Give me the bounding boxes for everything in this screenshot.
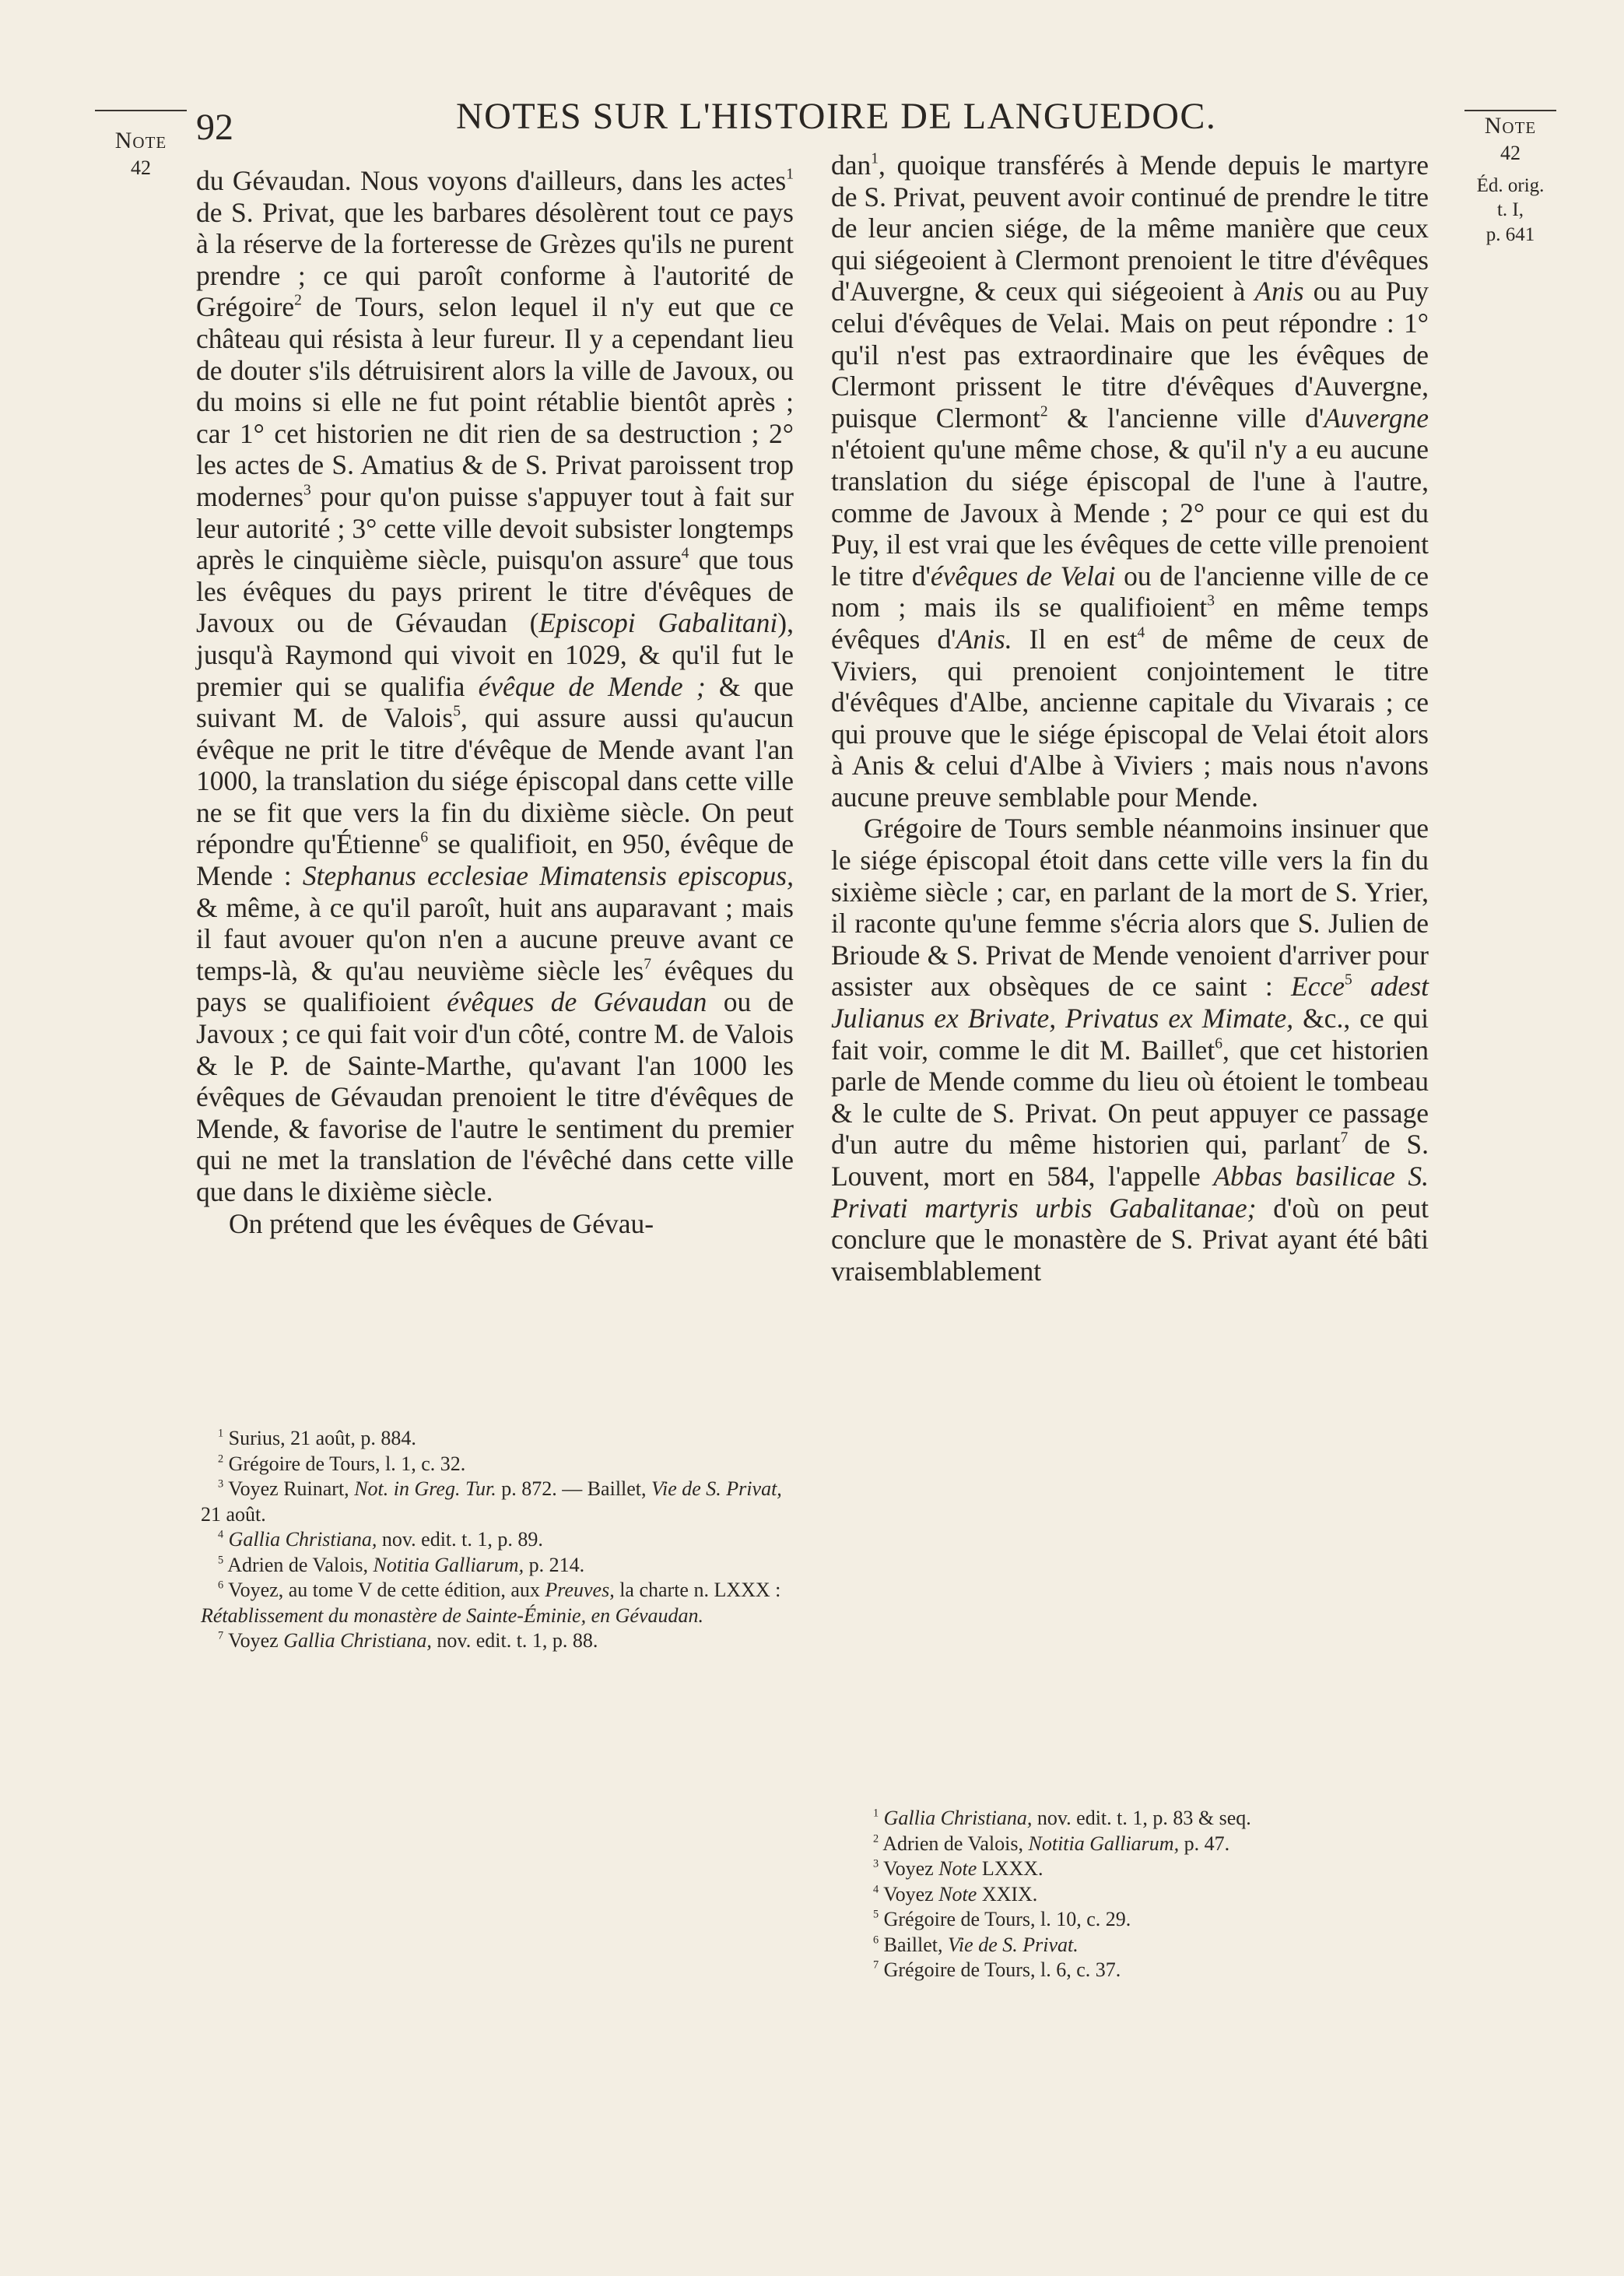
margin-note-label: Note [1484,113,1537,139]
margin-note-number: 42 [1500,141,1521,164]
page-number: 92 [196,107,233,148]
footnote: $^2$ Adrien de Valois, Notitia Galliarum, p. 47. [873,1832,1230,1855]
margin-note-label: Note [114,128,167,153]
paragraph: dan$^1$, quoique transférés à Mende depuis le martyre de S. Privat, peuvent avoir continué de prendre le titre de leur ancien siége, de la même manière que ceux qui siégeoient à Clermont prenoient le titre d'évêques d'Auvergne, & ceux qui siégeoient à Anis ou au Puy celui d'évêques de Velai. Mais on peut répondre : 1° qu'il n'est pas extraordinaire que les évêques de Clermont prissent le titre d'évêques d'Auvergne, puisque Clermont$^2$ & l'ancienne ville d'Auvergne n'étoient qu'une même chose, & qu'il n'y a eu aucune translation du siége épiscopal de l'une à l'autre, comme de Javoux à Mende ; 2° pour ce qui est du Puy, il est vrai que les évêques de cette ville prenoient le titre d'évêques de Velai ou de l'ancienne ville de ce nom ; mais ils se qualifioient$^3$ en même temps évêques d'Anis. Il en est$^4$ de même de ceux de Viviers, qui prenoient conjointement le titre d'évêques d'Albe, ancienne capitale du Vivarais ; ce qui prouve que le siége épiscopal de Velai étoit alors à Anis & celui d'Albe à Viviers ; mais nous n'avons aucune preuve semblable pour Mende. [831,149,1429,813]
footnote: $^3$ Voyez Note LXXX. [873,1857,1043,1880]
original-edition-volume: t. I, [1496,199,1524,221]
original-edition-ref: Éd. orig. [1476,175,1545,196]
left-text-column [196,165,794,1239]
footnote: $^1$ Gallia Christiana, nov. edit. t. 1, p. 83 & seq. [873,1807,1251,1829]
right-margin-note [1464,111,1556,247]
margin-note-number: 42 [131,156,151,179]
footnote: $^6$ Baillet, Vie de S. Privat. [873,1933,1079,1956]
footnote: $^5$ Adrien de Valois, Notitia Galliarum, p. 214. [218,1553,585,1576]
paragraph: du Gévaudan. Nous voyons d'ailleurs, dans les actes$^1$ de S. Privat, que les barbares désolèrent tout ce pays à la réserve de la forteresse de Grèzes qu'ils ne purent prendre ; ce qui paroît conforme à l'autorité de Grégoire$^2$ de Tours, selon lequel il n'y eut que ce château qui résista à leur fureur. Il y a cependant lieu de douter s'ils détruisirent alors la ville de Javoux, ou du moins si elle ne fut point rétablie bientôt après ; car 1° cet historien ne dit rien de sa destruction ; 2° les actes de S. Amatius & de S. Privat paroissent trop modernes$^3$ pour qu'on puisse s'appuyer tout à fait sur leur autorité ; 3° cette ville devoit subsister longtemps après le cinquième siècle, puisqu'on assure$^4$ que tous les évêques du pays prirent le titre d'évêques de Javoux ou de Gévaudan (Episcopi Gabalitani), jusqu'à Raymond qui vivoit en 1029, & qu'il fut le premier qui se qualifia évêque de Mende ; & que suivant M. de Valois$^5$, qui assure aussi qu'aucun évêque ne prit le titre d'évêque de Mende avant l'an 1000, la translation du siége épiscopal dans cette ville ne se fit que vers la fin du dixième siècle. On peut répondre qu'Étienne$^6$ se qualifioit, en 950, évêque de Mende : Stephanus ecclesiae Mimatensis episcopus, & même, à ce qu'il paroît, huit ans auparavant ; mais il faut avouer qu'on n'en a aucune preuve avant ce temps-là, & qu'au neuvième siècle les$^7$ évêques du pays se qualifioient évêques de Gévaudan ou de Javoux ; ce qui fait voir d'un côté, contre M. de Valois & le P. de Sainte-Marthe, qu'avant l'an 1000 les évêques de Gévaudan prenoient le titre d'évêques de Mende, & favorise de l'autre le sentiment du premier qui ne met la translation de l'évêché dans cette ville que dans le dixième siècle. [196,165,794,1207]
footnote: $^5$ Grégoire de Tours, l. 10, c. 29. [873,1908,1131,1930]
original-edition-page: p. 641 [1485,223,1535,245]
footnote: $^6$ Voyez, au tome V de cette édition, aux Preuves, la charte n. LXXX : Rétablissement du monastère de Sainte-Éminie, en Gévaudan. [201,1579,781,1627]
left-footnotes [201,1426,800,1654]
footnote: $^4$ Gallia Christiana, nov. edit. t. 1, p. 89. [218,1528,543,1551]
left-margin-rule [95,110,187,111]
paragraph: Grégoire de Tours semble néanmoins insinuer que le siége épiscopal étoit dans cette ville vers la fin du sixième siècle ; car, en parlant de la mort de S. Yrier, il raconte qu'une femme s'écria alors que S. Julien de Brioude & S. Privat de Mende venoient d'arriver pour assister aux obsèques de ce saint : Ecce$^5$ adest Julianus ex Brivate, Privatus ex Mimate, &c., ce qui fait voir, comme le dit M. Baillet$^6$, que cet historien parle de Mende comme du lieu où étoient le tombeau & le culte de S. Privat. On peut appuyer ce passage d'un autre du même historien qui, parlant$^7$ de S. Louvent, mort en 584, l'appelle Abbas basilicae S. Privati martyris urbis Gabalitanae; d'où on peut conclure que le monastère de S. Privat ayant été bâti vraisemblablement [831,813,1429,1287]
right-text-column [831,149,1429,1287]
footnote: $^7$ Grégoire de Tours, l. 6, c. 37. [873,1958,1121,1981]
footnote: $^2$ Grégoire de Tours, l. 1, c. 32. [218,1452,466,1475]
footnote: $^3$ Voyez Ruinart, Not. in Greg. Tur. p. 872. — Baillet, Vie de S. Privat, 21 août. [201,1477,782,1526]
running-title: NOTES SUR L'HISTOIRE DE LANGUEDOC. [456,96,1217,137]
footnote: $^7$ Voyez Gallia Christiana, nov. edit. t. 1, p. 88. [218,1629,598,1652]
footnote: $^4$ Voyez Note XXIX. [873,1882,1038,1905]
footnote: $^1$ Surius, 21 août, p. 884. [218,1427,416,1449]
left-margin-note [95,126,187,181]
paragraph: On prétend que les évêques de Gévau- [229,1207,654,1239]
right-footnotes [856,1806,1455,1983]
